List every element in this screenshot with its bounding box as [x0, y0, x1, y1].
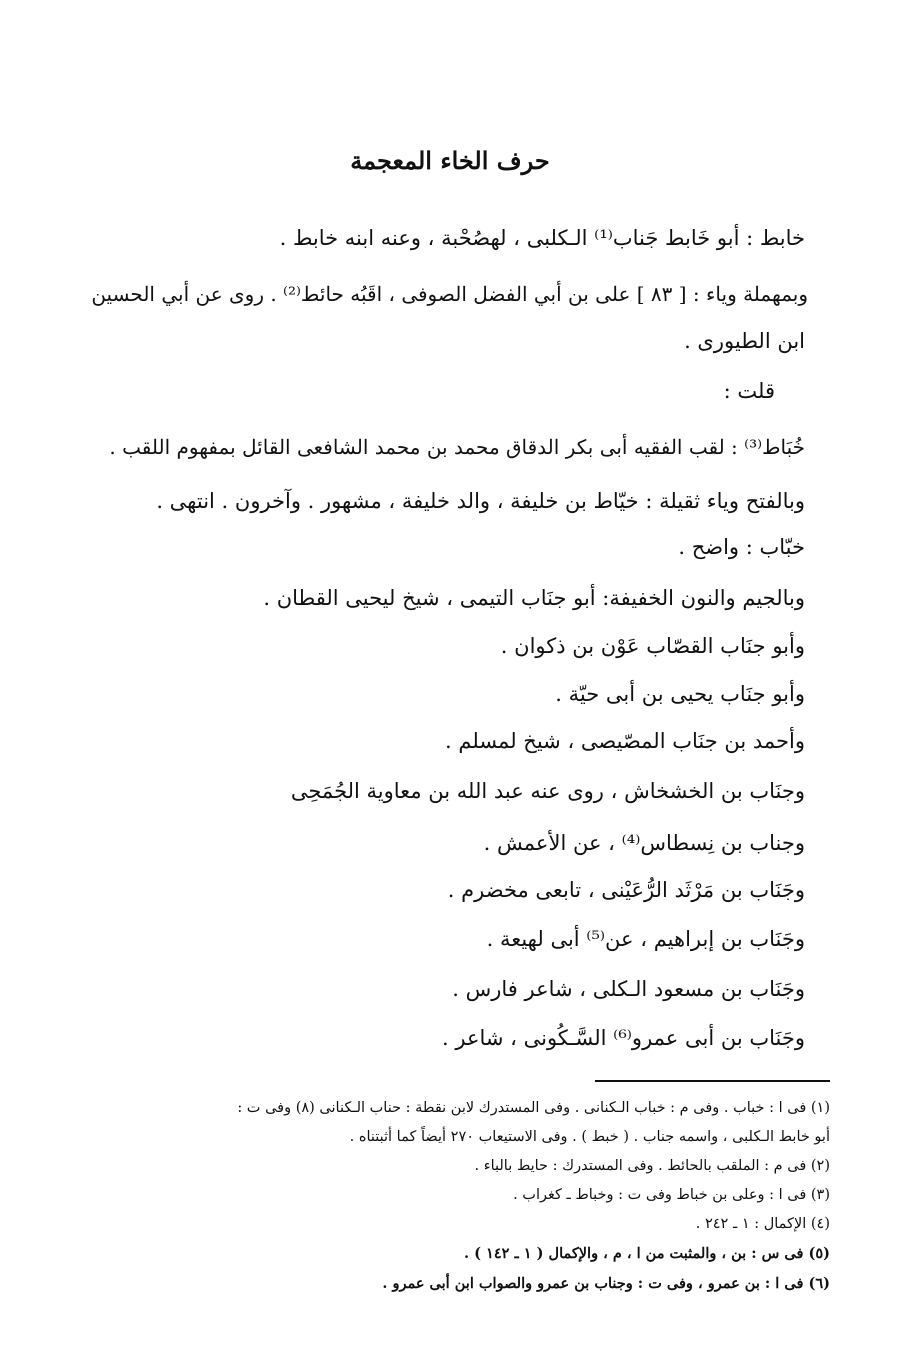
body-line: وجنَاب بن الخشخاش ، روى عنه عبد الله بن معاوية الجُمَحِى	[290, 779, 805, 803]
body-line: قلت :	[723, 379, 775, 403]
body-line: وجَنَاب بن مسعود الـكلى ، شاعر فارس .	[452, 977, 805, 1001]
body-line: خابط : أبو خَابط جَناب⁽¹⁾ الـكلبى ، لهصُحْبة ، وعنه ابنه خابط .	[279, 226, 805, 250]
body-line: وأبو جنَاب يحيى بن أبى حيّة .	[555, 682, 805, 706]
body-line: وجَنَاب بن أبى عمرو⁽⁶⁾ السَّـكُونى ، شاعر .	[442, 1026, 805, 1050]
footnote: أبو خابط الـكلبى ، واسمه جناب . ( خبط ) . وفى الاستيعاب ٢٧٠ أيضاً كما أثبتناه .	[349, 1129, 830, 1145]
body-line: وجناب بن نِسطاس⁽⁴⁾ ، عن الأعمش .	[483, 831, 805, 855]
body-line: خُبَاط⁽³⁾ : لقب الفقيه أبى بكر الدقاق محمد بن محمد الشافعى القائل بمفهوم اللقب .	[109, 435, 805, 459]
section-heading: حرف الخاء المعجمة	[350, 146, 550, 175]
footnote: (١) فى ا : خباب . وفى م : خباب الـكنانى . وفى المستدرك لابن نقطة : حناب الـكنانى (٨) وفى ت :	[237, 1100, 830, 1116]
body-line: وبالفتح وياء ثقيلة : خيّاط بن خليفة ، والد خليفة ، مشهور . وآخرون . انتهى .	[156, 489, 805, 513]
body-line: ابن الطيورى .	[684, 329, 805, 353]
footnote: (٤) الإكمال : ١ ـ ٢٤٢ .	[695, 1216, 830, 1232]
footnote: (٣) فى ا : وعلى بن خباط وفى ت : وخباط ـ كغراب .	[513, 1187, 830, 1203]
footnote: (٦) فى ا : بن عمرو ، وفى ت : وجناب بن عمرو والصواب ابن أبى عمرو .	[382, 1275, 830, 1292]
body-line: وبمهملة وياء : [ ٨٣ ] على بن أبي الفضل الصوفى ، اقَبُه حائط⁽²⁾ . روى عن أبي الحسين	[91, 282, 808, 306]
footnote-divider	[595, 1080, 830, 1082]
footnote: (٢) فى م : الملقب بالحائط . وفى المستدرك : حايط بالباء .	[474, 1158, 830, 1174]
body-line: وأبو جنَاب القصّاب عَوْن بن ذكوان .	[500, 634, 805, 658]
body-line: وجَنَاب بن إبراهيم ، عن⁽⁵⁾ أبى لهيعة .	[486, 927, 805, 951]
body-line: وجَنَاب بن مَرْثَد الرُّعَيْنى ، تابعى مخضرم .	[447, 878, 805, 902]
body-line: وأحمد بن جنَاب المصّيصى ، شيخ لمسلم .	[445, 729, 805, 753]
body-line: وبالجيم والنون الخفيفة: أبو جنَاب التيمى ، شيخ ليحيى القطان .	[263, 586, 805, 610]
footnote: (٥) فى س : بن ، والمثبت من ا ، م ، والإكمال ( ١ ـ ١٤٢ ) .	[464, 1245, 830, 1262]
body-line: خبّاب : واضح .	[678, 535, 805, 559]
